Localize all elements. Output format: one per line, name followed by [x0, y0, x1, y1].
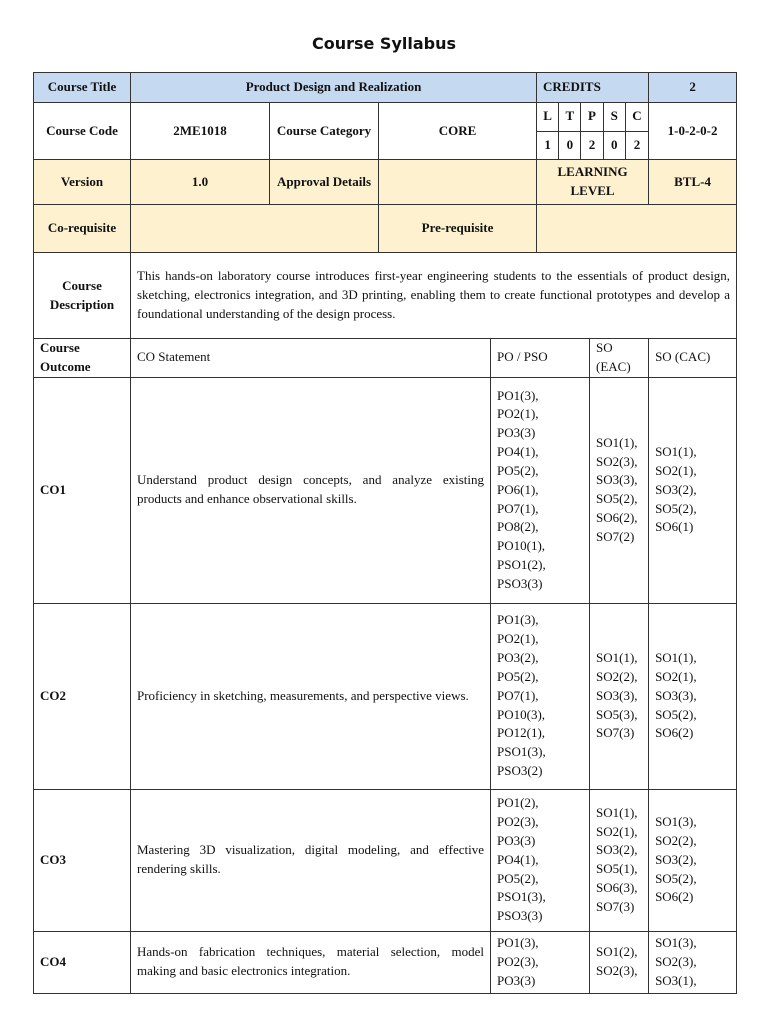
ltpsc-header: C	[626, 103, 648, 132]
description-text: This hands-on laboratory course introduces first-year engineering students to the essentials of product design, sketching, electronics integration, and 3D printing, enabling them to create functional prototypes and develop a foundational understanding of the design process.	[131, 253, 737, 339]
so-cac-mapping: SO3(1),	[655, 972, 697, 988]
course-code-value: 2ME1018	[131, 103, 270, 160]
po-mapping: PO7(1),	[497, 687, 539, 703]
so-cac-mapping: SO5(2),	[655, 870, 697, 886]
so-eac-list	[590, 377, 649, 603]
so-cac-mapping: SO1(1),	[655, 444, 697, 460]
outcome-label: Course Outcome	[34, 339, 131, 378]
document-title: Course Syllabus	[311, 34, 457, 53]
so-cac-mapping: SO2(3),	[655, 953, 697, 969]
course-title-value: Product Design and Realization	[131, 73, 537, 103]
credits-value: 2	[649, 73, 737, 103]
prerequisite-label: Pre-requisite	[379, 205, 537, 253]
co-statement-header: CO Statement	[131, 339, 491, 378]
so-eac-mapping: SO1(1),	[596, 804, 638, 820]
row-course-title	[34, 73, 737, 103]
so-cac-mapping: SO3(3),	[655, 687, 697, 703]
so-cac-header: SO (CAC)	[649, 339, 737, 378]
po-mapping: PO3(3)	[497, 972, 536, 988]
so-cac-mapping: SO5(2),	[655, 500, 697, 516]
so-eac-mapping: SO7(2)	[596, 528, 635, 544]
po-mapping: PO6(1),	[497, 481, 539, 497]
so-cac-mapping: SO1(3),	[655, 934, 697, 950]
so-cac-mapping: SO2(1),	[655, 462, 697, 478]
ltpsc-value: 1	[537, 132, 559, 160]
po-mapping: PSO3(3)	[497, 575, 543, 591]
po-mapping: PO1(3),	[497, 612, 539, 628]
po-pso-list	[491, 377, 590, 603]
so-eac-list	[590, 789, 649, 931]
outcome-id: CO3	[34, 789, 131, 931]
po-mapping: PSO1(3),	[497, 744, 546, 760]
outcome-statement: Understand product design concepts, and analyze existing products and enhance observational skills.	[131, 377, 491, 603]
so-cac-list	[649, 603, 737, 789]
po-mapping: PO4(1),	[497, 851, 539, 867]
so-eac-mapping: SO3(3),	[596, 472, 638, 488]
po-mapping: PO3(3)	[497, 832, 536, 848]
po-pso-header: PO / PSO	[491, 339, 590, 378]
version-label: Version	[34, 160, 131, 205]
outcome-statement: Proficiency in sketching, measurements, and perspective views.	[131, 603, 491, 789]
po-mapping: PO1(3),	[497, 934, 539, 950]
po-pso-list	[491, 789, 590, 931]
ltpsc-summary: 1-0-2-0-2	[649, 103, 737, 160]
so-cac-mapping: SO6(1)	[655, 519, 694, 535]
po-mapping: PSO3(2)	[497, 763, 543, 779]
ltpsc-value: 0	[559, 132, 581, 160]
outcome-id: CO2	[34, 603, 131, 789]
so-cac-list	[649, 789, 737, 931]
so-eac-mapping: SO5(1),	[596, 861, 638, 877]
po-mapping: PO5(2),	[497, 870, 539, 886]
description-label: Course Description	[34, 253, 131, 339]
ltpsc-value: 0	[604, 132, 626, 160]
po-mapping: PO4(1),	[497, 444, 539, 460]
outcome-id: CO4	[34, 931, 131, 993]
po-mapping: PO2(1),	[497, 406, 539, 422]
so-cac-mapping: SO1(1),	[655, 650, 697, 666]
outcome-row-co3	[34, 789, 737, 931]
outcome-statement: Mastering 3D visualization, digital modeling, and effective rendering skills.	[131, 789, 491, 931]
so-eac-mapping: SO1(2),	[596, 944, 638, 960]
so-cac-list	[649, 931, 737, 993]
po-mapping: PO5(2),	[497, 462, 539, 478]
course-category-label: Course Category	[270, 103, 379, 160]
ltpsc-header: S	[604, 103, 626, 132]
so-cac-mapping: SO3(2),	[655, 851, 697, 867]
outcome-id: CO1	[34, 377, 131, 603]
po-mapping: PO3(3)	[497, 425, 536, 441]
outcome-row-co1	[34, 377, 737, 603]
so-eac-mapping: SO3(3),	[596, 687, 638, 703]
so-eac-mapping: SO6(3),	[596, 880, 638, 896]
row-course-code	[34, 103, 737, 160]
po-pso-list	[491, 603, 590, 789]
po-mapping: PO1(3),	[497, 387, 539, 403]
corequisite-value	[131, 205, 379, 253]
row-requisites	[34, 205, 737, 253]
po-mapping: PO2(3),	[497, 814, 539, 830]
so-eac-mapping: SO2(1),	[596, 823, 638, 839]
po-mapping: PO8(2),	[497, 519, 539, 535]
ltpsc-header: T	[559, 103, 581, 132]
so-eac-mapping: SO1(1),	[596, 650, 638, 666]
so-eac-mapping: SO3(2),	[596, 842, 638, 858]
so-cac-mapping: SO2(1),	[655, 668, 697, 684]
po-mapping: PO2(1),	[497, 631, 539, 647]
outcome-header-row	[34, 339, 737, 378]
po-mapping: PSO3(3)	[497, 908, 543, 924]
so-eac-mapping: SO2(3),	[596, 963, 638, 979]
so-cac-mapping: SO1(3),	[655, 814, 697, 830]
po-mapping: PO5(2),	[497, 668, 539, 684]
ltpsc-header: L	[537, 103, 559, 132]
so-cac-mapping: SO6(2)	[655, 725, 694, 741]
approval-value	[379, 160, 537, 205]
so-cac-mapping: SO6(2)	[655, 889, 694, 905]
po-mapping: PO10(3),	[497, 706, 546, 722]
so-eac-mapping: SO5(3),	[596, 706, 638, 722]
po-mapping: PO3(2),	[497, 650, 539, 666]
learning-level-label: LEARNING LEVEL	[537, 160, 649, 205]
so-eac-mapping: SO2(2),	[596, 668, 638, 684]
so-cac-list	[649, 377, 737, 603]
po-mapping: PO1(2),	[497, 795, 539, 811]
prerequisite-value	[537, 205, 737, 253]
outcome-statement: Hands-on fabrication techniques, material selection, model making and basic electronics integration.	[131, 931, 491, 993]
syllabus-table	[33, 72, 737, 994]
corequisite-label: Co-requisite	[34, 205, 131, 253]
po-mapping: PO7(1),	[497, 500, 539, 516]
po-mapping: PO2(3),	[497, 953, 539, 969]
so-eac-mapping: SO6(2),	[596, 510, 638, 526]
outcome-row-co4	[34, 931, 737, 993]
so-cac-mapping: SO3(2),	[655, 481, 697, 497]
so-eac-mapping: SO7(3)	[596, 898, 635, 914]
version-value: 1.0	[131, 160, 270, 205]
approval-label: Approval Details	[270, 160, 379, 205]
so-eac-header: SO (EAC)	[590, 339, 649, 378]
ltpsc-value: 2	[581, 132, 603, 160]
row-version	[34, 160, 737, 205]
so-eac-mapping: SO2(3),	[596, 453, 638, 469]
row-description	[34, 253, 737, 339]
ltpsc-value: 2	[633, 136, 641, 152]
credits-label: CREDITS	[537, 73, 649, 103]
ltpsc-header: P	[581, 103, 603, 132]
so-cac-mapping: SO2(2),	[655, 832, 697, 848]
so-eac-mapping: SO5(2),	[596, 491, 638, 507]
po-pso-list	[491, 931, 590, 993]
ltpsc-grid	[537, 103, 649, 160]
so-eac-list	[590, 603, 649, 789]
po-mapping: PSO1(3),	[497, 889, 546, 905]
po-mapping: PSO1(2),	[497, 557, 546, 573]
course-title-label: Course Title	[34, 73, 131, 103]
po-mapping: PO10(1),	[497, 538, 546, 554]
so-eac-mapping: SO7(3)	[596, 725, 635, 741]
so-eac-mapping: SO1(1),	[596, 434, 638, 450]
course-category-value: CORE	[379, 103, 537, 160]
so-eac-list	[590, 931, 649, 993]
outcome-row-co2	[34, 603, 737, 789]
po-mapping: PO12(1),	[497, 725, 546, 741]
so-cac-mapping: SO5(2),	[655, 706, 697, 722]
course-code-label: Course Code	[34, 103, 131, 160]
learning-level-value: BTL-4	[649, 160, 737, 205]
